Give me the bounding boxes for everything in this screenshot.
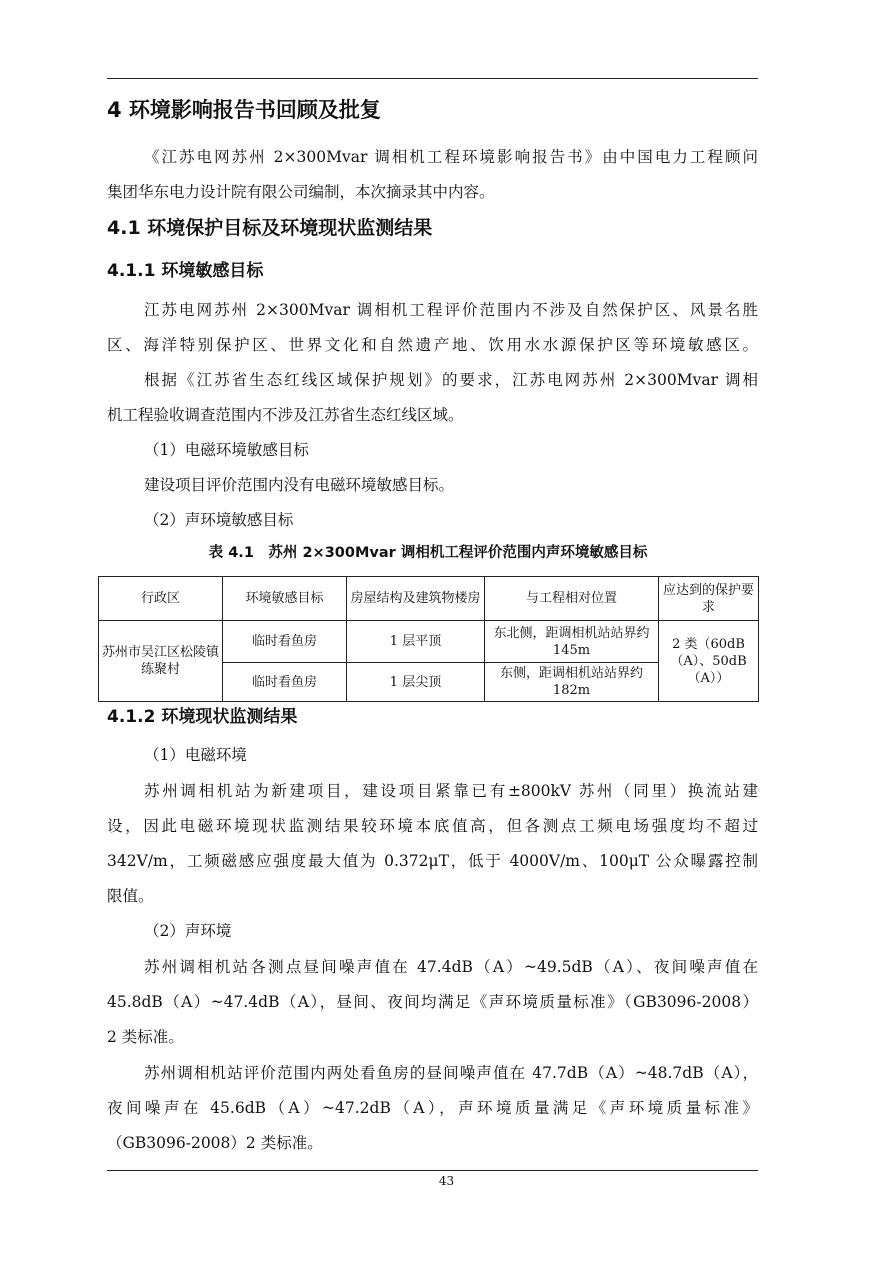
intro-line-1: 《江苏电网苏州 2×300Mvar 调相机工程环境影响报告书》由中国电力工程顾问 [144,148,758,166]
para2-line-2: 机工程验收调查范围内不涉及江苏省生态红线区域。 [107,406,464,424]
cell-region: 苏州市吴江区松陵镇练聚村 [99,621,223,702]
cell-protection: 2 类（60dB（A）、50dB（A）） [659,621,759,702]
para-em-target: 建设项目评价范围内没有电磁环境敏感目标。 [144,476,455,494]
cell-position: 东侧，距调相机站站界约 182m [485,663,659,702]
para2-line-1: 根据《江苏省生态红线区域保护规划》的要求，江苏电网苏州 2×300Mvar 调相 [144,371,758,389]
para-em-line-3: 342V/m，工频磁感应强度最大值为 0.372μT，低于 4000V/m、100μT 公众曝露控制 [107,852,758,870]
section-heading-4-1-1: 4.1.1 环境敏感目标 [107,261,264,281]
table-row [99,621,759,663]
header-structure: 房屋结构及建筑物楼房 [347,577,485,621]
item-em-env: （1）电磁环境 [144,746,247,764]
para-noise1-line-1: 苏州调相机站各测点昼间噪声值在 47.4dB（A）~49.5dB（A）、夜间噪声值在 [144,958,758,976]
item-noise-env: （2）声环境 [144,922,232,940]
para-em-line-1: 苏州调相机站为新建项目，建设项目紧靠已有±800kV 苏州（同里）换流站建 [144,782,758,800]
para-noise2-line-1: 苏州调相机站评价范围内两处看鱼房的昼间噪声值在 47.7dB（A）~48.7dB（A）， [144,1064,758,1082]
footer-rule [107,1170,758,1171]
item-em-target: （1）电磁环境敏感目标 [144,441,309,459]
header-rule [107,78,758,79]
cell-target: 临时看鱼房 [223,621,347,663]
header-target: 环境敏感目标 [223,577,347,621]
section-heading-4-1: 4.1 环境保护目标及环境现状监测结果 [107,217,433,239]
para-noise2-line-2: 夜间噪声在 45.6dB（A）~47.2dB（A），声环境质量满足《声环境质量标准》 [107,1099,758,1117]
para1-line-2: 区、海洋特别保护区、世界文化和自然遗产地、饮用水水源保护区等环境敏感区。 [107,336,758,354]
table-caption: 表 4.1 苏州 2×300Mvar 调相机工程评价范围内声环境敏感目标 [208,545,648,561]
para-em-line-4: 限值。 [107,887,154,905]
cell-structure: 1 层尖顶 [347,663,485,702]
section-heading-4: 4 环境影响报告书回顾及批复 [107,98,381,122]
item-noise-target: （2）声环境敏感目标 [144,511,294,529]
para-em-line-2: 设，因此电磁环境现状监测结果较环境本底值高，但各测点工频电场强度均不超过 [107,817,758,835]
cell-structure: 1 层平顶 [347,621,485,663]
section-heading-4-1-2: 4.1.2 环境现状监测结果 [107,707,298,727]
table-header-row [99,577,759,621]
page-number: 43 [438,1174,455,1188]
intro-line-2: 集团华东电力设计院有限公司编制，本次摘录其中内容。 [107,183,495,201]
para-noise1-line-2: 45.8dB（A）~47.4dB（A），昼间、夜间均满足《声环境质量标准》（GB3096-2008） [107,993,758,1011]
para-noise2-line-3: （GB3096-2008）2 类标准。 [107,1134,323,1152]
cell-target: 临时看鱼房 [223,663,347,702]
header-position: 与工程相对位置 [485,577,659,621]
header-region: 行政区 [99,577,223,621]
header-protection: 应达到的保护要求 [659,577,759,621]
cell-position: 东北侧，距调相机站站界约 145m [485,621,659,663]
noise-sensitive-targets-table [98,576,759,702]
para1-line-1: 江苏电网苏州 2×300Mvar 调相机工程评价范围内不涉及自然保护区、风景名胜 [144,301,758,319]
para-noise1-line-3: 2 类标准。 [107,1028,184,1046]
